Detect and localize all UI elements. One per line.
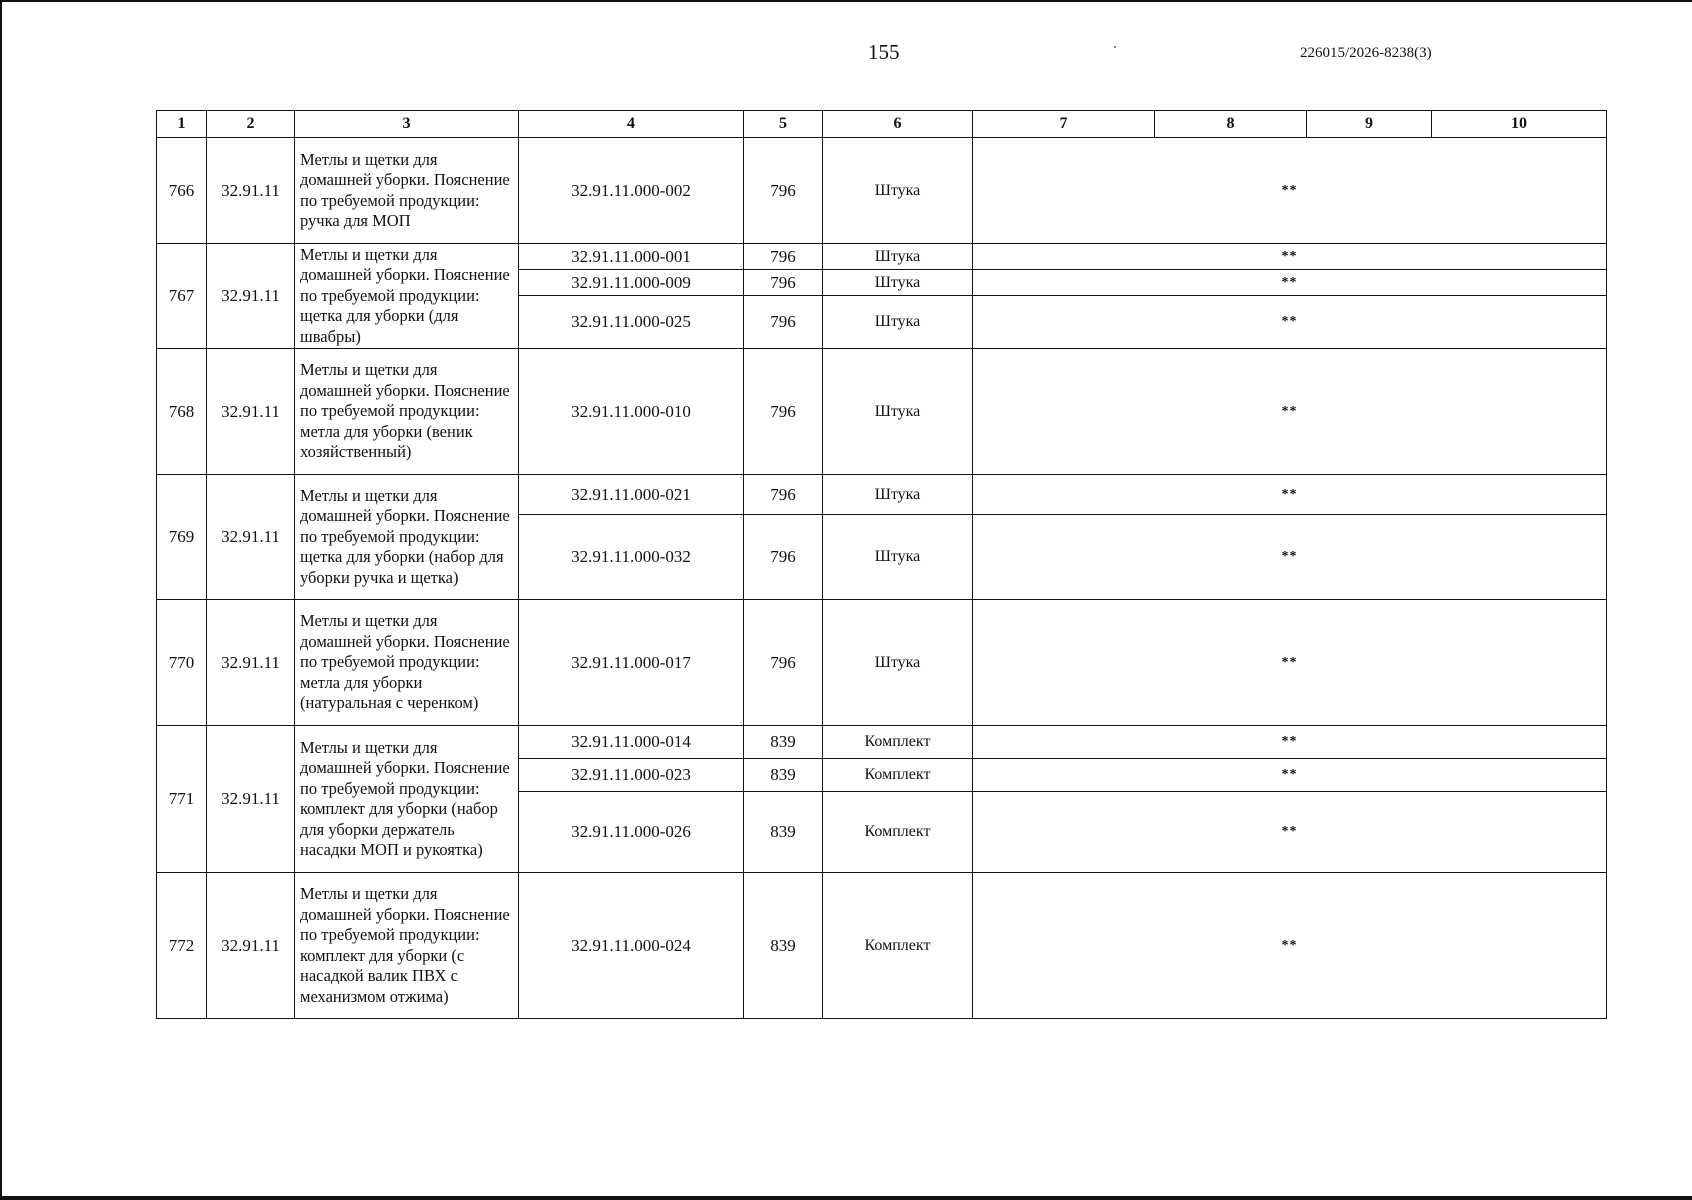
row-number: 766 [157,138,207,244]
okpd-code: 32.91.11 [207,600,295,726]
okpd-code: 32.91.11 [207,475,295,600]
ktru-code: 32.91.11.000-001 [519,244,744,270]
ktru-code: 32.91.11.000-026 [519,792,744,873]
okei-code: 839 [744,792,823,873]
column-header: 4 [519,111,744,138]
item-description: Метлы и щетки для домашней уборки. Пояснение по требуемой продукции: метла для уборки (натуральная с черенком) [295,600,519,726]
scan-border-bottom [0,1196,1692,1200]
okei-code: 839 [744,759,823,792]
unit-name: Штука [823,515,973,600]
table-row [157,726,1607,759]
ktru-code: 32.91.11.000-002 [519,138,744,244]
unit-name: Комплект [823,792,973,873]
row-number: 767 [157,244,207,349]
merged-mark: ** [973,244,1607,270]
ktru-code: 32.91.11.000-010 [519,349,744,475]
merged-mark: ** [973,349,1607,475]
ktru-code: 32.91.11.000-032 [519,515,744,600]
item-description: Метлы и щетки для домашней уборки. Пояснение по требуемой продукции: комплект для уборки (набор для уборки держатель насадки МОП и рукоятка) [295,726,519,873]
item-description: Метлы и щетки для домашней уборки. Пояснение по требуемой продукции: комплект для уборки (с насадкой валик ПВХ с механизмом отжима) [295,873,519,1019]
scan-border-left [0,0,2,1200]
table-row [157,600,1607,726]
merged-mark: ** [973,759,1607,792]
column-header: 3 [295,111,519,138]
item-description: Метлы и щетки для домашней уборки. Пояснение по требуемой продукции: щетка для уборки (для швабры) [295,244,519,349]
okei-code: 839 [744,726,823,759]
okpd-code: 32.91.11 [207,726,295,873]
okei-code: 796 [744,244,823,270]
unit-name: Комплект [823,726,973,759]
ktru-code: 32.91.11.000-024 [519,873,744,1019]
merged-mark: ** [973,138,1607,244]
table-row [157,349,1607,475]
merged-mark: ** [973,296,1607,349]
okei-code: 796 [744,349,823,475]
unit-name: Штука [823,600,973,726]
okei-code: 796 [744,270,823,296]
ktru-code: 32.91.11.000-021 [519,475,744,515]
column-header: 6 [823,111,973,138]
ktru-code: 32.91.11.000-023 [519,759,744,792]
okei-code: 839 [744,873,823,1019]
scan-speck [1114,46,1116,48]
okei-code: 796 [744,515,823,600]
row-number: 772 [157,873,207,1019]
ktru-code: 32.91.11.000-009 [519,270,744,296]
unit-name: Штука [823,296,973,349]
merged-mark: ** [973,873,1607,1019]
unit-name: Штука [823,475,973,515]
okei-code: 796 [744,600,823,726]
row-number: 768 [157,349,207,475]
ktru-code: 32.91.11.000-025 [519,296,744,349]
unit-name: Штука [823,244,973,270]
column-header: 2 [207,111,295,138]
unit-name: Комплект [823,759,973,792]
unit-name: Штука [823,138,973,244]
column-header: 7 [973,111,1155,138]
ktru-code: 32.91.11.000-014 [519,726,744,759]
registry-table [156,110,1607,1019]
item-description: Метлы и щетки для домашней уборки. Пояснение по требуемой продукции: ручка для МОП [295,138,519,244]
unit-name: Штука [823,349,973,475]
column-header: 5 [744,111,823,138]
unit-name: Штука [823,270,973,296]
page-number: 155 [868,40,900,64]
unit-name: Комплект [823,873,973,1019]
merged-mark: ** [973,792,1607,873]
ktru-code: 32.91.11.000-017 [519,600,744,726]
column-header: 1 [157,111,207,138]
table-header-row [157,111,1607,138]
merged-mark: ** [973,515,1607,600]
okei-code: 796 [744,296,823,349]
okpd-code: 32.91.11 [207,873,295,1019]
merged-mark: ** [973,726,1607,759]
okei-code: 796 [744,475,823,515]
row-number: 769 [157,475,207,600]
column-header: 8 [1155,111,1307,138]
column-header: 9 [1307,111,1432,138]
row-number: 771 [157,726,207,873]
item-description: Метлы и щетки для домашней уборки. Пояснение по требуемой продукции: метла для уборки (веник хозяйственный) [295,349,519,475]
merged-mark: ** [973,270,1607,296]
row-number: 770 [157,600,207,726]
document-id: 226015/2026-8238(3) [1300,45,1432,61]
column-header: 10 [1432,111,1607,138]
item-description: Метлы и щетки для домашней уборки. Пояснение по требуемой продукции: щетка для уборки (набор для уборки ручка и щетка) [295,475,519,600]
okpd-code: 32.91.11 [207,244,295,349]
okei-code: 796 [744,138,823,244]
okpd-code: 32.91.11 [207,138,295,244]
okpd-code: 32.91.11 [207,349,295,475]
merged-mark: ** [973,600,1607,726]
scan-border-top [0,0,1692,2]
table-row [157,244,1607,270]
table-row [157,873,1607,1019]
table-row [157,475,1607,515]
table-row [157,138,1607,244]
merged-mark: ** [973,475,1607,515]
